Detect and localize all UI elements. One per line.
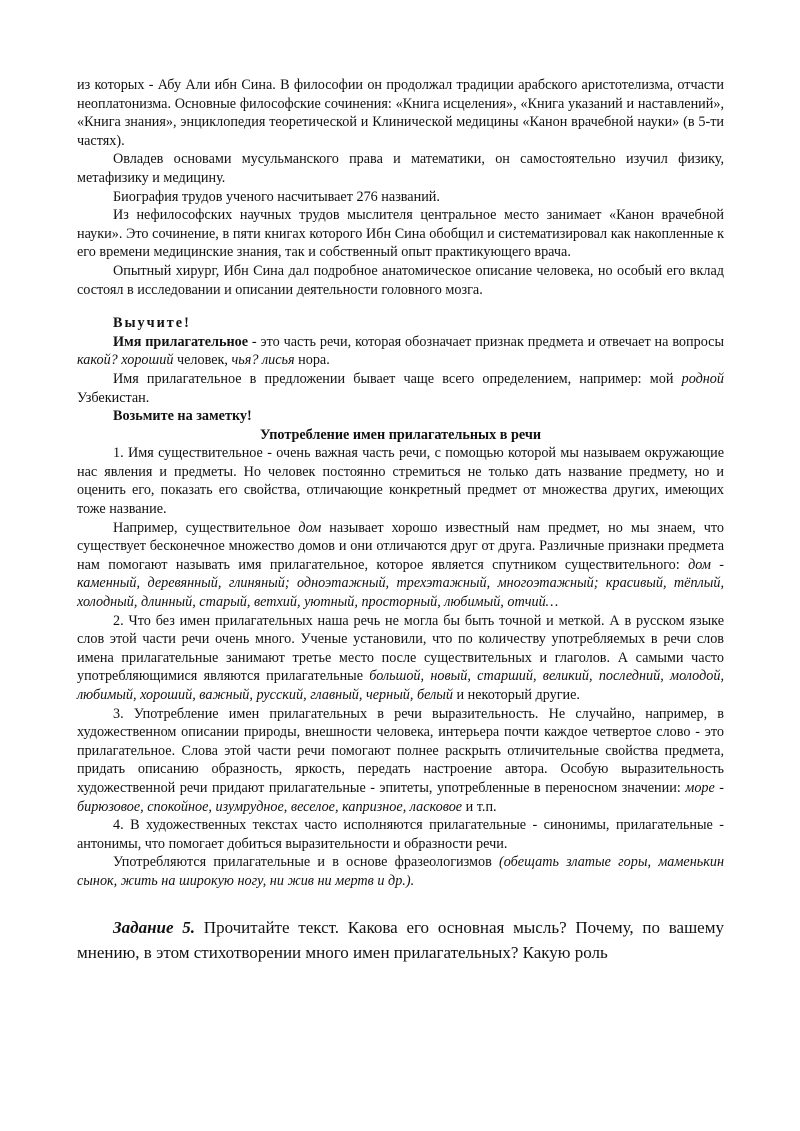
paragraph: 4. В художественных текстах часто исполняются прилагательные - синонимы, прилагательные - антонимы, что помогает добиться выразительности и образности речи. xyxy=(77,817,724,852)
term: Имя прилагательное xyxy=(113,333,249,350)
definition-paragraph: Имя прилагательное - это часть речи, которая обозначает признак предмета и отвечает на вопросы какой? хороший человек, чья? лисья нора. xyxy=(77,333,724,369)
paragraph: 2. Что без имен прилагательных наша речь не могла бы быть точной и меткой. А в русском языке слов этой части речи очень много. Ученые установили, что по количеству употребляемых в речи слов имена прилагательные занимают третье место после существительных и глаголов. А самыми часто употребляющимися являются прилагательные большой, новый, старший, великий, последний, молодой, любимый, хороший, важный, русский, главный, черный, белый и некоторый другие. xyxy=(77,612,724,703)
note-heading: Возьмите на заметку! xyxy=(113,408,252,425)
task-paragraph: Задание 5. Прочитайте текст. Какова его основная мысль? Почему, по вашему мнению, в этом стихотворении много имен прилагательных? Какую роль xyxy=(77,917,724,962)
paragraph: Из нефилософских научных трудов мыслителя центральное место занимает «Канон врачебной науки». Это сочинение, в пяти книгах которого Ибн Сина обобщил и систематизировал как накопленные к его времени медицинские знания, так и собственный опыт практикующего врача. xyxy=(77,207,724,261)
document-page xyxy=(77,76,724,982)
paragraph: Имя прилагательное в предложении бывает чаще всего определением, например: мой родной Узбекистан. xyxy=(77,370,724,406)
paragraph: Употребляются прилагательные и в основе фразеологизмов (обещать златые горы, маменькин сынок, жить на широкую ногу, ни жив ни мертв и др.). xyxy=(77,854,724,889)
paragraph: Биография трудов ученого насчитывает 276 названий. xyxy=(113,188,440,205)
paragraph: Например, существительное дом называет хорошо известный нам предмет, но мы знаем, что существует бесконечное множество домов и они отличаются друг от друга. Различные признаки предмета нам помогают называть имя прилагательное, которое является спутником существительного: дом - каменный, деревянный, глиняный; одноэтажный, трехэтажный, многоэтажный; красивый, тёплый, холодный, длинный, старый, ветхий, уютный, просторный, любимый, отчий… xyxy=(77,519,724,611)
section-heading: Выучите! xyxy=(113,315,191,332)
paragraph: 1. Имя существительное - очень важная часть речи, с помощью которой мы называем окружающие нас явления и предметы. Но человек постоянно стремиться не только дать название предмету, но и оценить его, показать его свойства, отличающие конкретный предмет от множества других, имеющих тоже название. xyxy=(77,445,724,518)
paragraph: 3. Употребление имен прилагательных в речи выразительность. Не случайно, например, в художественном описании природы, внешности человека, интерьера почти каждое четвертое слово - это прилагательное. Слова этой части речи помогают полнее раскрыть отличительные свойства предмета, придать описанию образность, яркость, передать настроение автора. Особую выразительность художественной речи придают прилагательные - эпитеты, употребленные в переносном значении: море - бирюзовое, спокойное, изумрудное, веселое, капризное, ласковое и т.п. xyxy=(77,705,725,815)
task-label: Задание 5. xyxy=(113,917,196,937)
paragraph: Опытный хирург, Ибн Сина дал подробное анатомическое описание человека, но особый его вклад состоял в исследовании и описании деятельности головного мозга. xyxy=(77,262,724,298)
paragraph: Овладев основами мусульманского права и математики, он самостоятельно изучил физику, метафизику и медицину. xyxy=(77,151,724,186)
subheading: Употребление имен прилагательных в речи xyxy=(259,426,541,443)
paragraph: из которых - Абу Али ибн Сина. В философии он продолжал традиции арабского аристотелизма, отчасти неоплатонизма. Основные философские сочинения: «Книга исцеления», «Книга указаний и наставлений», «Книга знания», энциклопедия теоретической и Клинической медицины «Канон врачебной науки» (в 5-ти частях). xyxy=(77,77,724,149)
